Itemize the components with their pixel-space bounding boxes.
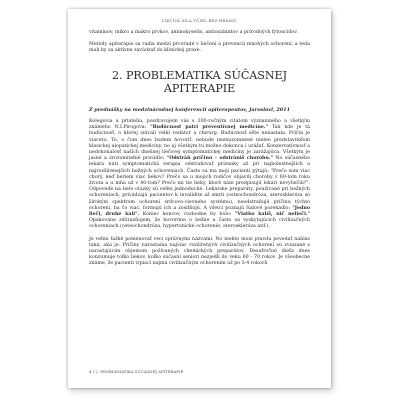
text-segment: Tak kde je tá budúcnosť, o ktorej snívali velkí vedátor a chirurg. Budúcnosť ešte nenastala. Príčin je viacero. To, o čom dnes budem hovoriť, nebude neznuzomnéné nielen predstaviteľom klasickej alopatickej medicíny, no aj všetkým tu možno dokonca i urážať. Konzervatívnosť a nedokonalosť naších dnešnej liečovej symptomatickej medicíny je zarážajúca. Všetkým je jasné a zrozumiteľné pravidlo: [89, 125, 310, 162]
chapter-subtitle: Z prednášky na medzinárodnej konferencii apiterapeutov, Jaroslavl, 2011 [89, 106, 290, 113]
intro-paragraph-2: Metódy apiterapie sa radia medzi prvoradé v liečení a prevencii mnohých ochorení, a teda mali by sa aktívne zavádzať do klinickej praxe. [89, 42, 310, 54]
quote-pirogov: "Budúcnosť patrí preventívnej medicíne." [150, 125, 268, 131]
text-segment: Kolegovia a priatelia, pozdravujem vás s 200-ročným citátom významného a všetkým známeho N.I.Pirogova: [89, 118, 310, 131]
book-page [68, 9, 331, 388]
text-segment: Opakovane zdôrazňujem, že hovoríme o bežne a často sa vyskytujúcich civilizačných ochoreniach (osteochondróza, hypertonické ochorenie, ateroskleróza atď.). [89, 218, 310, 230]
main-paragraph [89, 119, 310, 231]
quote-proverb: "Jedno lieči, druhé kalí". [89, 205, 310, 217]
quote-rule: "Odstráň príčinu - odstrániš chorobu." [166, 156, 273, 162]
running-header: LIEČIVÁ SILA VČIEL BEZ HRANÍC [161, 18, 238, 23]
last-paragraph: Je veľmi ťažké pomenovať veci správnymi názvami. No niekto musí pravdu povedať nahlas taká, aká je. Príčiny narastania najviac rozšírených civilizačných ochorení sú zviazané s narastajúcim objemom požívaných chemických preparátov. Desaťročné dieťa dnes konzumuje toľko liekov, koľko súčasní seniori nezjedli do veku 60 - 70 rokov. Je všeobecne známe, že pacienti trpiaci najmä civilizačným ochorením už po 3-4 rokoch [89, 236, 310, 267]
text-segment: No súčasného lekára núti symptomatická terapia odstraňovať príznaky až pri najbolestnejších a najrozšírenejších bežných ochoreniach. Často sa ma moji pacienti pýtajú: "Prečo som viac chorý, keď beriem viac liekov? Prečo sa u mojich rodičov objavili choroby v 60-tom roku života a u mňa už v 40-tom? Prečo mi tie lieky, ktoré nám predpisujú lekári nevyliečili?". Odpoveďe na tieto otázky sú veľmi jednoduché. Lekárske preparáty, používané pri bežných ochoreniach, privádzajú pacientov k invalidite až smrti (osteochondróza, ateroskleróza so širokým spektrom ochorení srdcovo-cievneho systému), neodstraňujú príčinu týchto ochorení, ba čo viac, formujú ich a zosilňujú. A všetci poznajú ľudové porekadlo: [89, 156, 310, 211]
quote-conclusion: "Vlatko kalíš, nič nelieči." [234, 211, 311, 217]
page-footer: 4 | 2. PROBLEMATIKA SÚČASNEJ APITERAPIE [89, 369, 184, 374]
text-segment: Koniec koncov, rozhodne by bolo: [139, 211, 235, 217]
chapter-title: 2. PROBLEMATIKA SÚČASNEJ APITERAPIE [112, 68, 287, 95]
intro-paragraph-1: vitamínov, mikro a makro prvkov, aminokyselín, antioxidantov a prírodných fytoncídov. [89, 30, 298, 35]
